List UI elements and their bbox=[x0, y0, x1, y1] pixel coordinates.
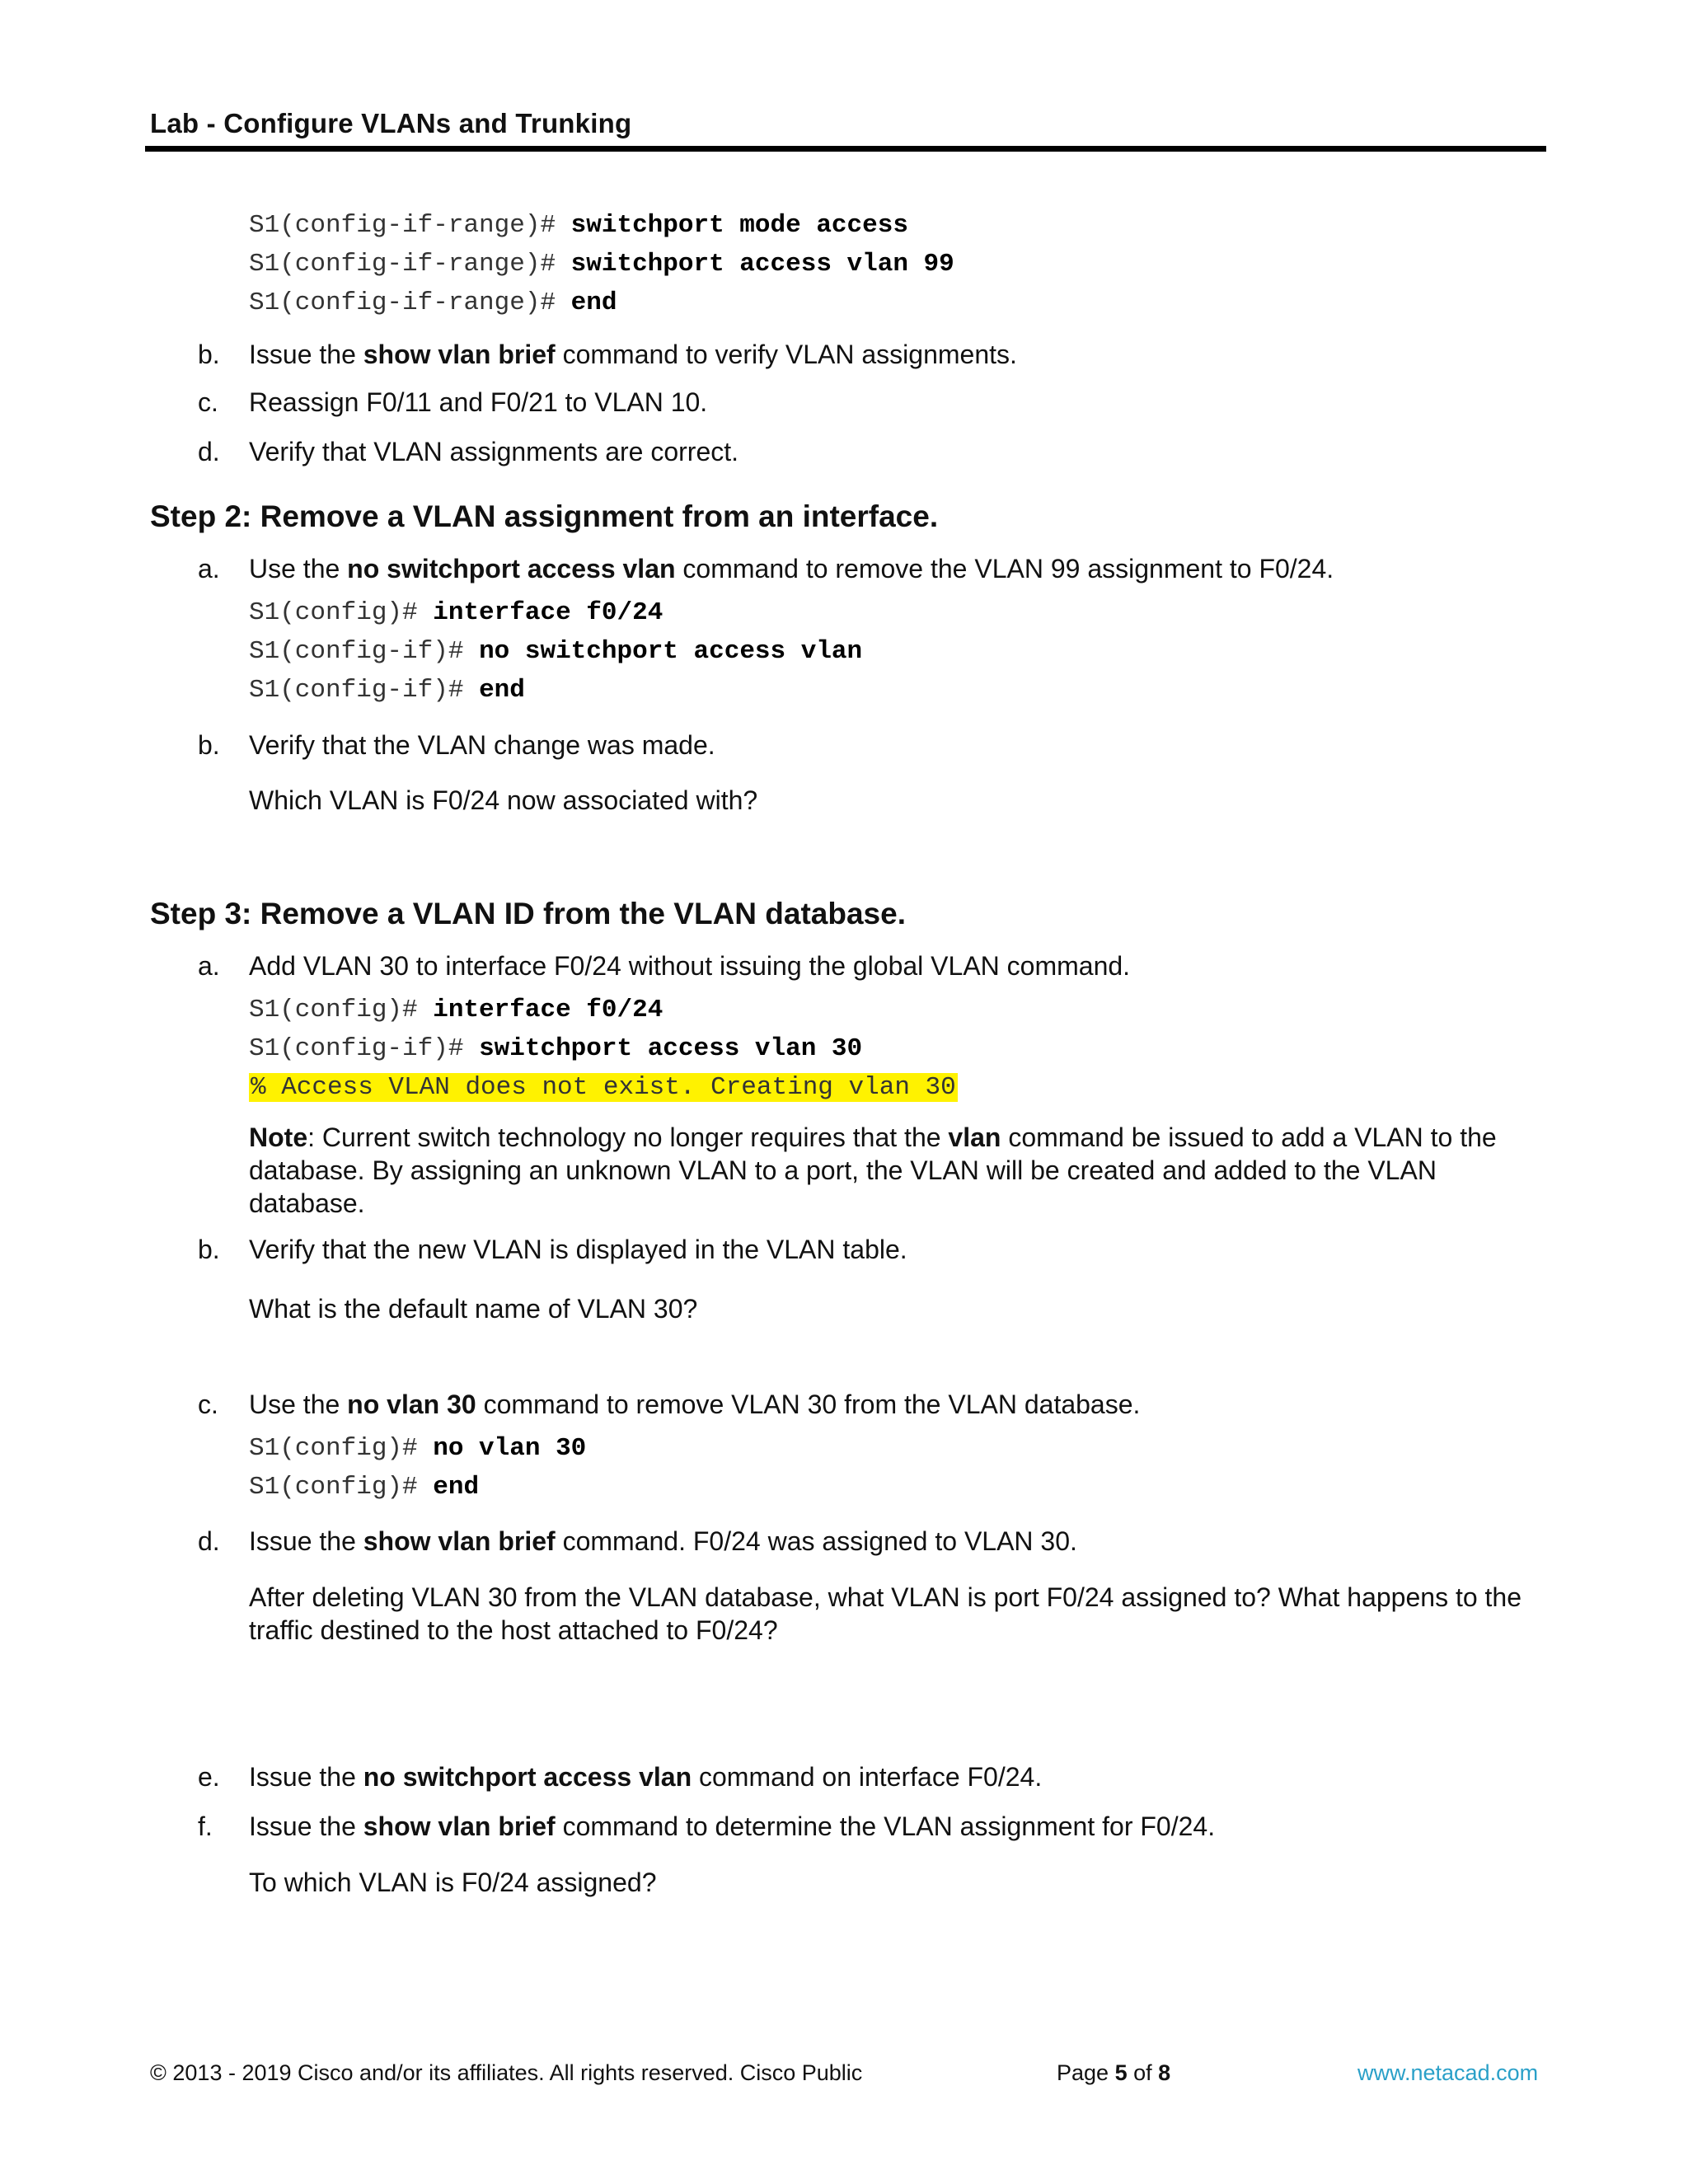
code-line bbox=[249, 1034, 862, 1063]
code-line bbox=[249, 637, 862, 666]
cli-command: end bbox=[570, 288, 617, 317]
cli-command: no switchport access vlan bbox=[479, 637, 863, 666]
cli-prompt: S1(config)# bbox=[249, 1434, 418, 1463]
list-item: a. Use the no switchport access vlan command to remove the VLAN 99 assignment to F0/24. bbox=[198, 554, 1334, 583]
highlighted-output: % Access VLAN does not exist. Creating vlan 30 bbox=[251, 1073, 956, 1102]
cli-prompt: S1(config)# bbox=[249, 996, 418, 1024]
header-divider bbox=[145, 146, 1546, 152]
list-item: c. Use the no vlan 30 command to remove VLAN 30 from the VLAN database. bbox=[198, 1390, 1141, 1419]
list-item: f. Issue the show vlan brief command to determine the VLAN assignment for F0/24. bbox=[198, 1811, 1216, 1841]
list-marker: e. bbox=[198, 1762, 220, 1792]
list-item: d. Issue the show vlan brief command. F0/24 was assigned to VLAN 30. bbox=[198, 1526, 1077, 1556]
step-heading: Step 2: Remove a VLAN assignment from an interface. bbox=[150, 499, 939, 533]
cli-command: interface f0/24 bbox=[433, 996, 663, 1024]
cli-prompt: S1(config-if)# bbox=[249, 1034, 464, 1063]
step-heading: Step 3: Remove a VLAN ID from the VLAN database. bbox=[150, 897, 906, 930]
note-label: Note bbox=[249, 1122, 308, 1152]
cli-command: end bbox=[479, 676, 525, 705]
cli-command: switchport access vlan 99 bbox=[570, 250, 954, 279]
cli-command: end bbox=[433, 1473, 480, 1502]
page-header-title: Lab - Configure VLANs and Trunking bbox=[150, 108, 632, 138]
question-text: Which VLAN is F0/24 now associated with? bbox=[249, 785, 758, 815]
code-line bbox=[249, 676, 525, 705]
cli-output-line bbox=[249, 1073, 958, 1102]
code-line bbox=[249, 598, 663, 627]
footer-copyright: © 2013 - 2019 Cisco and/or its affiliates. All rights reserved. Cisco Public bbox=[150, 2060, 863, 2085]
list-item: e. Issue the no switchport access vlan command on interface F0/24. bbox=[198, 1762, 1043, 1792]
footer-page-number: Page 5 of 8 bbox=[1057, 2060, 1171, 2085]
cli-prompt: S1(config)# bbox=[249, 598, 418, 627]
list-marker: a. bbox=[198, 554, 220, 583]
code-line bbox=[249, 996, 663, 1024]
code-line bbox=[249, 211, 908, 240]
question-text: To which VLAN is F0/24 assigned? bbox=[249, 1868, 657, 1897]
list-item: b. Verify that the VLAN change was made. bbox=[198, 730, 715, 760]
list-marker: d. bbox=[198, 437, 220, 466]
list-item: d. Verify that VLAN assignments are correct. bbox=[198, 437, 739, 466]
cli-command: switchport mode access bbox=[570, 211, 908, 240]
list-marker: c. bbox=[198, 1390, 218, 1419]
cli-command: no vlan 30 bbox=[433, 1434, 587, 1463]
question-text: What is the default name of VLAN 30? bbox=[249, 1294, 698, 1324]
list-marker: b. bbox=[198, 340, 220, 369]
list-marker: b. bbox=[198, 1235, 220, 1264]
footer-link[interactable]: www.netacad.com bbox=[1357, 2060, 1539, 2085]
code-line bbox=[249, 1473, 479, 1502]
cli-prompt: S1(config-if)# bbox=[249, 637, 464, 666]
cli-prompt: S1(config-if-range)# bbox=[249, 250, 556, 279]
list-item: b. Issue the show vlan brief command to verify VLAN assignments. bbox=[198, 340, 1017, 369]
list-item: a. Add VLAN 30 to interface F0/24 without issuing the global VLAN command. bbox=[198, 951, 1131, 981]
cli-prompt: S1(config-if-range)# bbox=[249, 211, 556, 240]
list-marker: b. bbox=[198, 730, 220, 760]
cli-prompt: S1(config-if)# bbox=[249, 676, 464, 705]
code-line bbox=[249, 250, 954, 279]
list-marker: c. bbox=[198, 387, 218, 417]
code-line bbox=[249, 1434, 586, 1463]
code-line bbox=[249, 288, 617, 317]
list-marker: a. bbox=[198, 951, 220, 981]
note-paragraph: Note: Current switch technology no longer requires that the vlan command be issued to add a VLAN to the database. By assigning an unknown VLAN to a port, the VLAN will be created and added to the VLAN database. bbox=[249, 1122, 1497, 1218]
cli-command: switchport access vlan 30 bbox=[479, 1034, 863, 1063]
question-text: After deleting VLAN 30 from the VLAN database, what VLAN is port F0/24 assigned to? What happens to the traffic destined to the host attached to F0/24? bbox=[249, 1582, 1522, 1645]
list-item: c. Reassign F0/11 and F0/21 to VLAN 10. bbox=[198, 387, 708, 417]
cli-command: interface f0/24 bbox=[433, 598, 663, 627]
cli-prompt: S1(config-if-range)# bbox=[249, 288, 556, 317]
cli-prompt: S1(config)# bbox=[249, 1473, 418, 1502]
list-marker: f. bbox=[198, 1811, 213, 1841]
list-marker: d. bbox=[198, 1526, 220, 1556]
list-item: b. Verify that the new VLAN is displayed in the VLAN table. bbox=[198, 1235, 907, 1264]
